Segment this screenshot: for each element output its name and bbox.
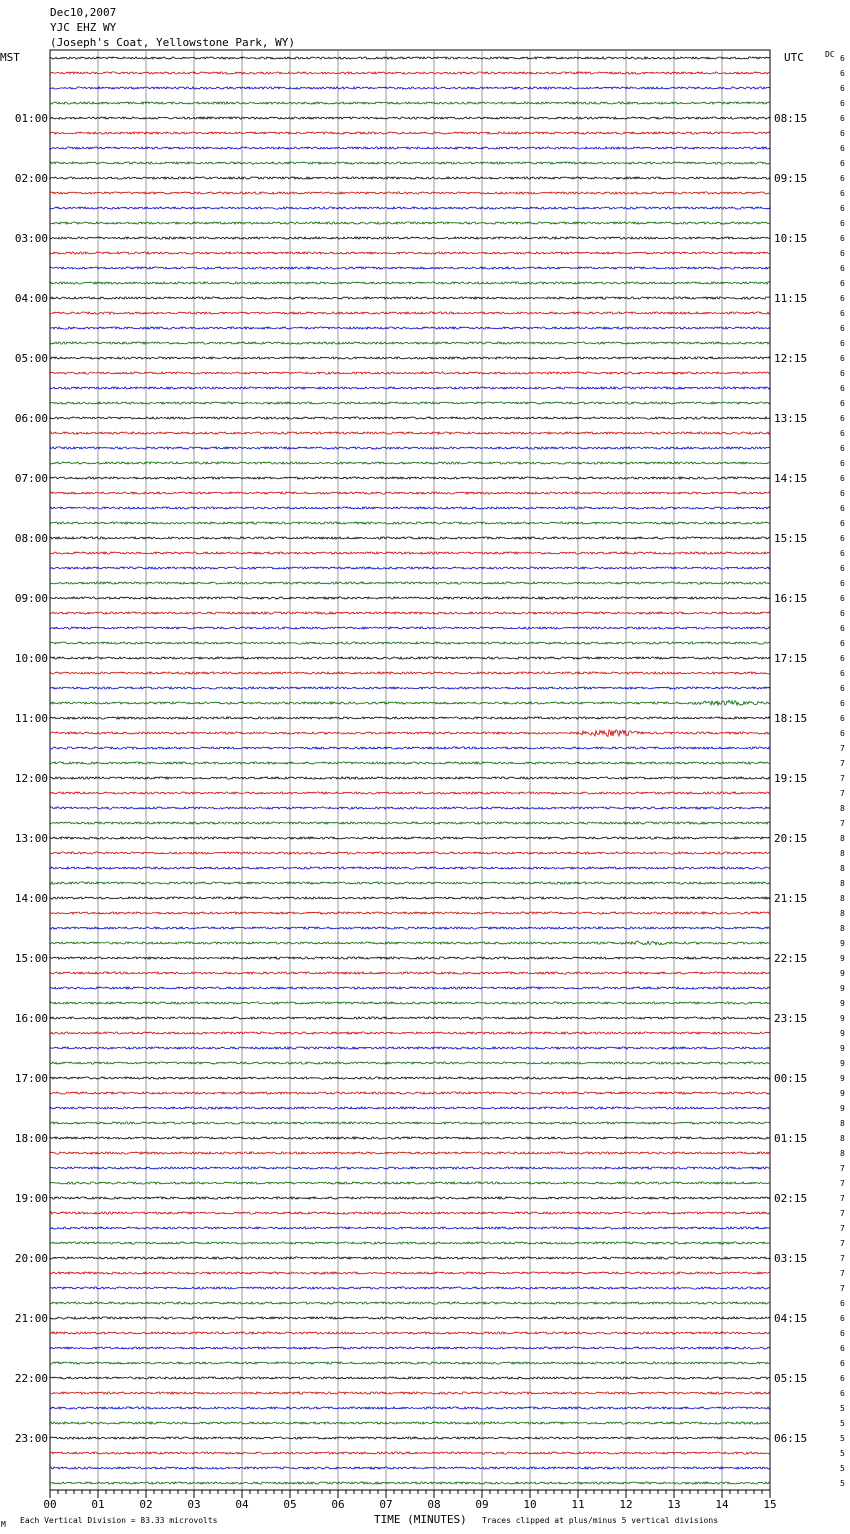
right-timezone-label: UTC <box>784 51 804 64</box>
mst-hour-label: 19:00 <box>14 1192 48 1205</box>
dc-offset-value: 6 <box>840 219 845 228</box>
dc-offset-value: 6 <box>840 339 845 348</box>
trace-row <box>50 252 770 254</box>
x-tick-label: 06 <box>331 1498 345 1511</box>
trace-row <box>50 267 770 269</box>
mst-hour-label: 03:00 <box>14 232 48 245</box>
trace-row <box>50 207 770 209</box>
mst-hour-label: 20:00 <box>14 1252 48 1265</box>
dc-offset-value: 7 <box>840 744 845 753</box>
dc-offset-value: 6 <box>840 129 845 138</box>
dc-offset-value: 6 <box>840 309 845 318</box>
trace-row <box>50 700 770 705</box>
dc-offset-value: 6 <box>840 654 845 663</box>
dc-offset-value: 8 <box>840 804 845 813</box>
dc-offset-value: 6 <box>840 699 845 708</box>
dc-offset-value: 6 <box>840 99 845 108</box>
trace-row <box>50 102 770 104</box>
dc-offset-value: 6 <box>840 534 845 543</box>
dc-offset-value: 6 <box>840 294 845 303</box>
trace-row <box>50 372 770 374</box>
dc-offset-value: 5 <box>840 1434 845 1443</box>
mst-hour-label: 04:00 <box>14 292 48 305</box>
trace-row <box>50 522 770 524</box>
trace-row <box>50 1317 770 1319</box>
utc-hour-label: 23:15 <box>774 1012 808 1025</box>
trace-row <box>50 1272 770 1274</box>
x-tick-label: 07 <box>379 1498 393 1511</box>
dc-offset-value: 6 <box>840 1374 845 1383</box>
dc-offset-value: 6 <box>840 684 845 693</box>
trace-row <box>50 117 770 119</box>
x-tick-label: 10 <box>523 1498 537 1511</box>
x-tick-label: 00 <box>43 1498 57 1511</box>
trace-row <box>50 1257 770 1259</box>
utc-hour-label: 03:15 <box>774 1252 808 1265</box>
mst-hour-label: 22:00 <box>14 1372 48 1385</box>
trace-row <box>50 567 770 569</box>
dc-offset-value: 9 <box>840 1074 845 1083</box>
dc-offset-value: 6 <box>840 414 845 423</box>
utc-hour-label: 11:15 <box>774 292 808 305</box>
dc-offset-value: 8 <box>840 924 845 933</box>
dc-offset-value: 6 <box>840 504 845 513</box>
trace-row <box>50 1482 770 1484</box>
trace-row <box>50 1362 770 1364</box>
mst-hour-label: 15:00 <box>14 952 48 965</box>
left-timezone-label: MST <box>0 51 20 64</box>
dc-offset-value: 6 <box>840 474 845 483</box>
dc-offset-value: 6 <box>840 1359 845 1368</box>
mst-hour-label: 21:00 <box>14 1312 48 1325</box>
dc-offset-value: 8 <box>840 1134 845 1143</box>
dc-offset-value: 6 <box>840 609 845 618</box>
dc-offset-value: 7 <box>840 1239 845 1248</box>
mst-hour-label: 09:00 <box>14 592 48 605</box>
utc-hour-label: 12:15 <box>774 352 808 365</box>
utc-hour-label: 22:15 <box>774 952 808 965</box>
trace-row <box>50 1377 770 1379</box>
utc-hour-label: 17:15 <box>774 652 808 665</box>
utc-hour-label: 20:15 <box>774 832 808 845</box>
trace-row <box>50 147 770 149</box>
dc-offset-value: 9 <box>840 1104 845 1113</box>
dc-offset-value: 9 <box>840 1014 845 1023</box>
trace-row <box>50 1392 770 1394</box>
utc-hour-label: 06:15 <box>774 1432 808 1445</box>
trace-row <box>50 612 770 614</box>
dc-offset-value: 6 <box>840 669 845 678</box>
x-tick-label: 03 <box>187 1498 201 1511</box>
trace-row <box>50 717 770 719</box>
trace-row <box>50 1467 770 1469</box>
trace-row <box>50 72 770 74</box>
trace-row <box>50 1017 770 1019</box>
dc-offset-value: 9 <box>840 984 845 993</box>
utc-hour-labels <box>774 112 807 1445</box>
dc-offset-value: 8 <box>840 834 845 843</box>
trace-row <box>50 822 770 824</box>
trace-row <box>50 1152 770 1154</box>
trace-row <box>50 192 770 194</box>
trace-row <box>50 402 770 404</box>
dc-offset-value: 8 <box>840 909 845 918</box>
trace-row <box>50 1167 770 1169</box>
x-tick-label: 02 <box>139 1498 153 1511</box>
trace-row <box>50 1227 770 1229</box>
dc-offset-value: 7 <box>840 789 845 798</box>
dc-offset-value: 6 <box>840 54 845 63</box>
x-tick-label: 15 <box>763 1498 777 1511</box>
dc-offset-value: 5 <box>840 1479 845 1488</box>
trace-row <box>50 222 770 224</box>
dc-offset-value: 6 <box>840 1389 845 1398</box>
dc-offset-value: 6 <box>840 264 845 273</box>
dc-offset-value: 6 <box>840 519 845 528</box>
x-axis <box>43 1490 776 1511</box>
dc-offset-value: 6 <box>840 1314 845 1323</box>
dc-offset-value: 7 <box>840 1284 845 1293</box>
x-tick-label: 05 <box>283 1498 297 1511</box>
trace-row <box>50 87 770 89</box>
mst-hour-label: 23:00 <box>14 1432 48 1445</box>
trace-row <box>50 1212 770 1214</box>
trace-row <box>50 882 770 884</box>
trace-row <box>50 582 770 584</box>
mst-hour-label: 01:00 <box>14 112 48 125</box>
utc-hour-label: 15:15 <box>774 532 808 545</box>
trace-row <box>50 57 770 59</box>
dc-offset-value: 7 <box>840 1224 845 1233</box>
corner-mark: M <box>1 1520 6 1529</box>
mst-hour-label: 16:00 <box>14 1012 48 1025</box>
trace-row <box>50 792 770 794</box>
dc-offset-value: 5 <box>840 1449 845 1458</box>
utc-hour-label: 04:15 <box>774 1312 808 1325</box>
utc-hour-label: 01:15 <box>774 1132 808 1145</box>
trace-row <box>50 1347 770 1349</box>
dc-offset-value: 6 <box>840 429 845 438</box>
dc-offset-value: 6 <box>840 204 845 213</box>
utc-hour-label: 00:15 <box>774 1072 808 1085</box>
dc-offset-value: 6 <box>840 1299 845 1308</box>
utc-hour-label: 02:15 <box>774 1192 808 1205</box>
trace-row <box>50 897 770 899</box>
trace-row <box>50 1032 770 1034</box>
trace-row <box>50 432 770 434</box>
dc-offset-value: 6 <box>840 369 845 378</box>
mst-hour-label: 11:00 <box>14 712 48 725</box>
mst-hour-label: 12:00 <box>14 772 48 785</box>
dc-offset-value: 8 <box>840 1149 845 1158</box>
dc-offset-value: 7 <box>840 1179 845 1188</box>
dc-offset-value: 6 <box>840 84 845 93</box>
dc-offset-value: 6 <box>840 1329 845 1338</box>
dc-offset-value: 5 <box>840 1464 845 1473</box>
dc-offset-value: 6 <box>840 399 845 408</box>
trace-row <box>50 987 770 989</box>
utc-hour-label: 09:15 <box>774 172 808 185</box>
mst-hour-label: 06:00 <box>14 412 48 425</box>
trace-row <box>50 762 770 764</box>
trace-row <box>50 492 770 494</box>
mst-hour-label: 13:00 <box>14 832 48 845</box>
utc-hour-label: 08:15 <box>774 112 808 125</box>
utc-hour-label: 10:15 <box>774 232 808 245</box>
dc-offset-value: 5 <box>840 1419 845 1428</box>
trace-row <box>50 730 770 737</box>
clip-note: Traces clipped at plus/minus 5 vertical divisions <box>482 1516 719 1525</box>
dc-offset-value: 6 <box>840 69 845 78</box>
trace-row <box>50 642 770 644</box>
dc-offset-value: 6 <box>840 579 845 588</box>
dc-offset-value: 9 <box>840 1089 845 1098</box>
dc-offset-value: 6 <box>840 489 845 498</box>
x-axis-title: TIME (MINUTES) <box>374 1513 467 1526</box>
dc-offset-value: 7 <box>840 1269 845 1278</box>
trace-row <box>50 1137 770 1139</box>
trace-row <box>50 342 770 344</box>
dc-offset-value: 6 <box>840 189 845 198</box>
dc-offset-value: 8 <box>840 894 845 903</box>
location-title: (Joseph's Coat, Yellowstone Park, WY) <box>50 36 296 49</box>
trace-row <box>50 387 770 389</box>
dc-offset-value: 6 <box>840 249 845 258</box>
dc-offset-value: 6 <box>840 174 845 183</box>
trace-row <box>50 507 770 509</box>
trace-row <box>50 927 770 929</box>
dc-offset-value: 8 <box>840 879 845 888</box>
trace-row <box>50 1302 770 1304</box>
dc-offset-value: 8 <box>840 1119 845 1128</box>
trace-row <box>50 1002 770 1004</box>
trace-row <box>50 177 770 179</box>
trace-row <box>50 1062 770 1064</box>
utc-hour-label: 05:15 <box>774 1372 808 1385</box>
trace-row <box>50 627 770 629</box>
trace-row <box>50 237 770 239</box>
dc-offset-value: 6 <box>840 144 845 153</box>
dc-offset-value: 7 <box>840 759 845 768</box>
trace-row <box>50 957 770 959</box>
x-tick-label: 09 <box>475 1498 489 1511</box>
x-tick-label: 11 <box>571 1498 585 1511</box>
dc-offset-value: 9 <box>840 939 845 948</box>
trace-row <box>50 1122 770 1124</box>
trace-row <box>50 552 770 554</box>
dc-offset-value: 9 <box>840 1029 845 1038</box>
trace-row <box>50 777 770 779</box>
x-tick-label: 08 <box>427 1498 441 1511</box>
trace-row <box>50 1407 770 1409</box>
mst-hour-label: 18:00 <box>14 1132 48 1145</box>
station-title: YJC EHZ WY <box>50 21 117 34</box>
dc-offset-value: 8 <box>840 864 845 873</box>
mst-hour-label: 07:00 <box>14 472 48 485</box>
trace-row <box>50 477 770 479</box>
trace-row <box>50 282 770 284</box>
trace-rows <box>50 57 770 1484</box>
utc-hour-label: 16:15 <box>774 592 808 605</box>
trace-row <box>50 1107 770 1109</box>
date-title: Dec10,2007 <box>50 6 117 19</box>
trace-row <box>50 327 770 329</box>
trace-row <box>50 747 770 749</box>
mst-hour-label: 08:00 <box>14 532 48 545</box>
trace-row <box>50 162 770 164</box>
trace-row <box>50 1047 770 1049</box>
trace-row <box>50 807 770 809</box>
utc-hour-label: 18:15 <box>774 712 808 725</box>
dc-offset-value: 6 <box>840 1344 845 1353</box>
dc-offset-value: 5 <box>840 1404 845 1413</box>
dc-offset-value: 6 <box>840 714 845 723</box>
dc-offset-value: 9 <box>840 954 845 963</box>
dc-offset-value: 6 <box>840 549 845 558</box>
dc-offset-value: 7 <box>840 819 845 828</box>
trace-row <box>50 687 770 689</box>
trace-row <box>50 1182 770 1184</box>
dc-offset-value: 9 <box>840 1059 845 1068</box>
trace-row <box>50 1287 770 1289</box>
mst-hour-label: 02:00 <box>14 172 48 185</box>
dc-offset-labels <box>840 54 845 1488</box>
utc-hour-label: 21:15 <box>774 892 808 905</box>
x-tick-label: 01 <box>91 1498 105 1511</box>
dc-offset-value: 6 <box>840 444 845 453</box>
mst-hour-label: 17:00 <box>14 1072 48 1085</box>
dc-offset-value: 7 <box>840 1164 845 1173</box>
utc-hour-label: 14:15 <box>774 472 808 485</box>
x-tick-label: 04 <box>235 1498 249 1511</box>
x-tick-label: 12 <box>619 1498 633 1511</box>
dc-offset-value: 6 <box>840 459 845 468</box>
dc-offset-value: 7 <box>840 1254 845 1263</box>
dc-offset-value: 9 <box>840 999 845 1008</box>
utc-hour-label: 19:15 <box>774 772 808 785</box>
dc-offset-value: 6 <box>840 279 845 288</box>
trace-row <box>50 657 770 659</box>
trace-row <box>50 1422 770 1424</box>
dc-offset-value: 9 <box>840 1044 845 1053</box>
trace-row <box>50 312 770 314</box>
dc-offset-value: 6 <box>840 639 845 648</box>
trace-row <box>50 597 770 599</box>
mst-hour-label: 14:00 <box>14 892 48 905</box>
trace-row <box>50 132 770 134</box>
dc-offset-value: 9 <box>840 969 845 978</box>
dc-offset-value: 6 <box>840 354 845 363</box>
mst-hour-labels <box>15 112 48 1445</box>
trace-row <box>50 1092 770 1094</box>
dc-offset-value: 6 <box>840 234 845 243</box>
dc-offset-value: 6 <box>840 384 845 393</box>
trace-row <box>50 1077 770 1079</box>
dc-offset-value: 6 <box>840 594 845 603</box>
dc-offset-value: 6 <box>840 159 845 168</box>
trace-row <box>50 912 770 914</box>
trace-row <box>50 1197 770 1199</box>
trace-row <box>50 1332 770 1334</box>
trace-row <box>50 941 770 945</box>
trace-row <box>50 837 770 839</box>
trace-row <box>50 972 770 974</box>
dc-offset-value: 7 <box>840 774 845 783</box>
dc-offset-value: 7 <box>840 1209 845 1218</box>
trace-row <box>50 852 770 854</box>
trace-row <box>50 462 770 464</box>
dc-offset-value: 8 <box>840 849 845 858</box>
utc-hour-label: 13:15 <box>774 412 808 425</box>
mst-hour-label: 05:00 <box>14 352 48 365</box>
trace-row <box>50 1452 770 1454</box>
dc-offset-value: 6 <box>840 324 845 333</box>
dc-offset-value: 6 <box>840 114 845 123</box>
scale-note: Each Vertical Division = 83.33 microvolts <box>20 1516 218 1525</box>
x-tick-label: 13 <box>667 1498 681 1511</box>
trace-row <box>50 417 770 419</box>
trace-row <box>50 672 770 674</box>
trace-row <box>50 537 770 539</box>
trace-row <box>50 867 770 869</box>
trace-row <box>50 447 770 449</box>
dc-offset-value: 7 <box>840 1194 845 1203</box>
trace-row <box>50 297 770 299</box>
trace-row <box>50 1437 770 1439</box>
x-tick-label: 14 <box>715 1498 729 1511</box>
dc-label: DC <box>825 50 835 59</box>
mst-hour-label: 10:00 <box>14 652 48 665</box>
dc-offset-value: 6 <box>840 564 845 573</box>
trace-row <box>50 1242 770 1244</box>
trace-row <box>50 357 770 359</box>
dc-offset-value: 6 <box>840 729 845 738</box>
dc-offset-value: 6 <box>840 624 845 633</box>
